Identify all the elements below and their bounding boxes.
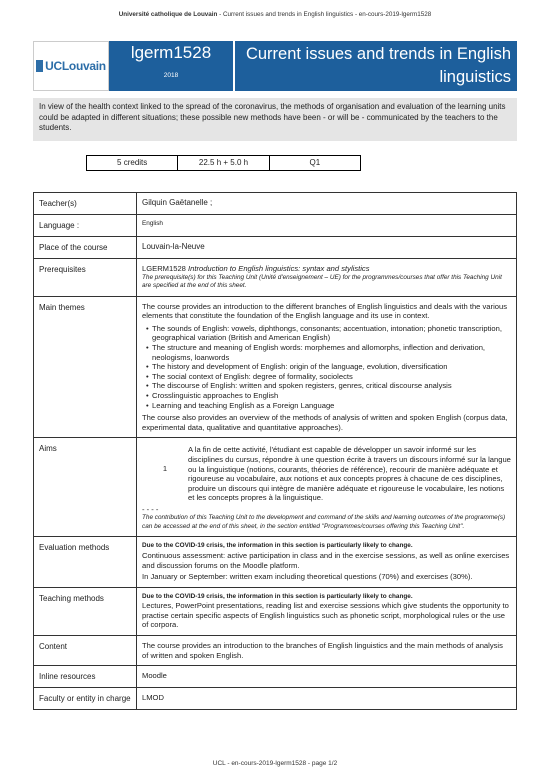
theme-item: • The history and development of English: origin of the language, evolution, diversification xyxy=(146,362,511,372)
faculty-row xyxy=(34,688,517,710)
course-code-box xyxy=(109,41,233,91)
aims-row xyxy=(34,438,517,537)
themes-label: Main themes xyxy=(34,296,137,438)
hours-value: 22.5 h + 5.0 h xyxy=(178,156,269,170)
teacher-value: Gilquin Gaëtanelle ; xyxy=(137,193,517,215)
evaluation-text-1: Continuous assessment: active participation in class and in the exercise sessions, as well as online exercises and discussion forums on the Moodle platform. xyxy=(142,550,510,570)
theme-item: • The social context of English: degree of formality, sociolects xyxy=(146,372,511,382)
content-label: Content xyxy=(34,636,137,666)
theme-item: • The discourse of English: written and spoken registers, genres, critical discourse analysis xyxy=(146,381,511,391)
aims-note: The contribution of this Teaching Unit to the development and command of the skills and learning outcomes of the programme(s) can be accessed at the end of this sheet, in the section entitled "Programmes/courses offering this Teaching Unit". xyxy=(142,514,506,530)
teaching-label: Teaching methods xyxy=(34,587,137,635)
university-name: Université catholique de Louvain xyxy=(118,11,218,18)
teaching-row xyxy=(34,587,517,635)
evaluation-row xyxy=(34,537,517,587)
quadrimester-value: Q1 xyxy=(309,158,321,167)
teaching-covid-warning: Due to the COVID-19 crisis, the information in this section is particularly likely to change. xyxy=(142,592,413,600)
credits-value: 5 credits xyxy=(87,156,178,170)
theme-item: • Learning and teaching English as a Foreign Language xyxy=(146,401,511,411)
prerequisites-row xyxy=(34,259,517,297)
place-label: Place of the course xyxy=(34,237,137,259)
teacher-row xyxy=(34,193,517,215)
teaching-text: Lectures, PowerPoint presentations, reading list and exercise sessions which give students the opportunity to practise certain specific aspects of English linguistics such as phonetic script, morphological rules or the use of corpora. xyxy=(142,601,509,630)
course-info-table xyxy=(33,192,517,710)
aims-cell xyxy=(137,438,517,537)
teacher-label: Teacher(s) xyxy=(34,193,137,215)
themes-row xyxy=(34,296,517,438)
language-row xyxy=(34,215,517,237)
themes-intro: The course provides an introduction to the different branches of English linguistics and deals with the various elements that constitute the foundation of the English language and its use in context. xyxy=(142,301,507,321)
language-value: English xyxy=(137,215,517,237)
logo-text: UCLouvain xyxy=(45,59,106,73)
course-code: lgerm1528 xyxy=(130,43,212,62)
themes-outro: The course also provides an overview of the methods of analysis of written and spoken English (corpus data, experimental data, qualitative and quantitative approaches). xyxy=(142,413,508,432)
content-text: The course provides an introduction to the branches of English linguistics and the main methods of analysis of written and spoken English. xyxy=(137,636,517,666)
aim-text: A la fin de cette activité, l'étudiant est capable de développer un savoir informé sur les disciplines du cursus, répondre à une question écrite à travers un discours informé sur la langue ou la linguistique (notions, courants, théories de référence), recourir de manière adéquate et rigoureuse au vocabulaire, aux notions et aux concepts propres à chacune de ces disciplines, produire un discours qui intègre de manière adéquate et rigoureuse le vocabulaire, les notions et les concepts propres à la linguistique. xyxy=(188,445,511,503)
covid-notice: In view of the health context linked to the spread of the coronavirus, the methods of organisation and evaluation of the learning units could be adapted in different situations; these possible new methods have been - or will be - communicated by the teachers to the students. xyxy=(33,98,517,141)
aim-number: 1 xyxy=(162,464,168,474)
uclouvain-logo xyxy=(33,41,109,91)
prereq-code: LGERM1528 xyxy=(142,264,189,273)
faculty-label: Faculty or entity in charge xyxy=(34,688,137,710)
themes-cell xyxy=(137,296,517,438)
resources-label: Inline resources xyxy=(34,666,137,688)
theme-item: • The structure and meaning of English words: morphemes and allomorphs, inflection and derivation, neologisms, loanwords xyxy=(146,343,511,362)
logo-mark-icon xyxy=(36,60,43,72)
credits-box xyxy=(86,155,361,171)
course-year: 2018 xyxy=(163,72,179,79)
page-footer: UCL - en-cours-2019-lgerm1528 - page 1/2 xyxy=(212,760,338,767)
prereq-note: The prerequisite(s) for this Teaching Unit (Unité d'enseignement – UE) for the programmes/courses that offer this Teaching Unit are specified at the end of this sheet. xyxy=(142,273,502,290)
aims-label: Aims xyxy=(34,438,137,537)
place-row xyxy=(34,237,517,259)
page-header xyxy=(0,11,550,18)
teaching-cell xyxy=(137,587,517,635)
course-banner xyxy=(33,41,517,91)
place-value: Louvain-la-Neuve xyxy=(137,237,517,259)
resources-row xyxy=(34,666,517,688)
evaluation-label: Evaluation methods xyxy=(34,537,137,587)
prerequisites-cell xyxy=(137,259,517,297)
language-label: Language : xyxy=(34,215,137,237)
prereq-course-link[interactable]: Introduction to English linguistics: syntax and stylistics xyxy=(188,264,370,273)
theme-item: • The sounds of English: vowels, diphthongs, consonants; accentuation, intonation; phonetic transcription, geographical variation (British and American English) xyxy=(146,324,511,343)
evaluation-text-2: In January or September: written exam including theoretical questions (70%) and exercises (30%). xyxy=(142,572,473,582)
course-title: Current issues and trends in English linguistics xyxy=(235,41,517,91)
prerequisites-label: Prerequisites xyxy=(34,259,137,297)
header-rest: - Current issues and trends in English linguistics - en-cours-2019-lgerm1528 xyxy=(217,11,432,18)
themes-list xyxy=(146,324,511,410)
aims-separator: - - - - xyxy=(142,504,159,514)
evaluation-cell xyxy=(137,537,517,587)
theme-item: • Crosslinguistic approaches to English xyxy=(146,391,511,401)
content-row xyxy=(34,636,517,666)
faculty-value: LMOD xyxy=(137,688,517,710)
evaluation-covid-warning: Due to the COVID-19 crisis, the information in this section is particularly likely to change. xyxy=(142,542,413,550)
resources-link[interactable]: Moodle xyxy=(137,666,517,688)
